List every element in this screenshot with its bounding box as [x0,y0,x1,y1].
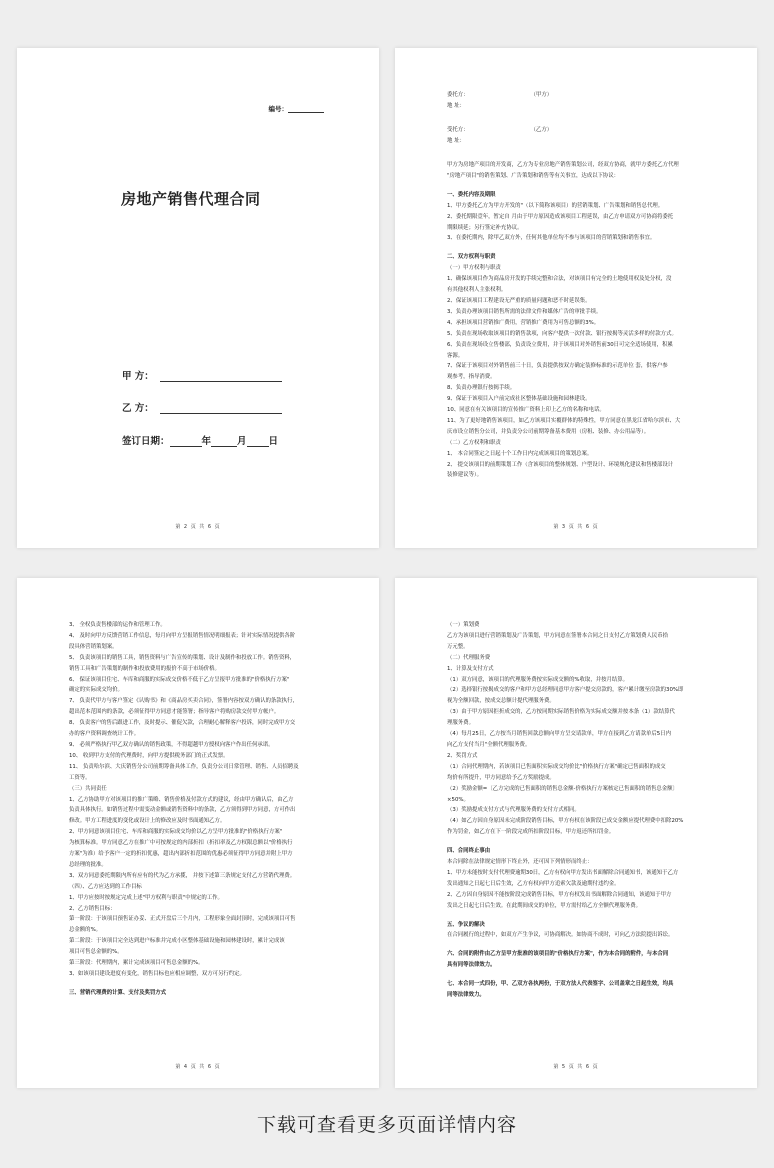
text-line: 均价有所提升，甲方同意给予乙方奖励提成。 [447,774,555,781]
text-line: 乙方为该项目进行营销策划及广告策划，甲方同意在签署本合同之日支付乙方策划费人民币拾 [447,632,669,639]
text-line: 8、 负责客户的售后跟进工作，及时提示、催促欠款，合理耐心解释客户投诉，同时完成甲方交 [69,720,296,727]
text-line: 向乙方支付当月"全额代理服务费。 [447,741,531,748]
text-line: 有其他权利人主张权利。 [447,287,507,294]
text-line: 三、营销代理费的计算、支付及奖罚方式 [69,989,167,996]
page-4 [17,578,379,1088]
entrusting-party [447,90,552,101]
text-line: 10、 收到甲方支付的代理费时，向甲方提供税务部门的正式发票。 [69,752,229,759]
page-5-body [447,620,721,1001]
text-line: 期限续延；另行签定补充协议。 [447,224,523,231]
text-line: 第三阶段：代理期内，累计完成该项目可售总金额的%。 [69,960,204,967]
text-line: 销售工具和广告策划的制作和投放费用的报价不高于市场价格。 [69,665,220,672]
text-line: 客源。 [447,352,464,359]
page-3-body [447,160,721,481]
party-a-tag: （甲方） [530,92,553,98]
text-line: 5、负责在现场收取该项目的销售款项，向客户提供一次付款、银行按揭等灵活多样的付款方式。 [447,330,677,337]
text-line: 1、确保该项目作为商品房开发的手续完整和合法，对该项目有完全的土地使用权及处分权，没 [447,276,672,283]
text-line: 同等法律效力。 [447,992,485,999]
text-line: 为核算标准。甲方同意乙方在推广中可按规定的内部折扣（折扣率及乙方权限总额以"价格执行 [69,840,293,847]
text-line: 1、 本合同签定之日起十个工作日内完成该项目的策划总案。 [447,450,593,457]
page-5 [395,578,757,1088]
text-line: 4、 及时向甲方反馈营销工作信息，每月向甲方呈报销售情况明细报表；针对实际情况提供各阶 [69,632,296,639]
page-footer: 第 5 页 共 6 页 [553,1064,599,1070]
text-line: 1、计算及支付方式 [447,665,494,672]
watermark [76,432,97,457]
text-line: 3、负责办理该项目销售所需的法律文件和媒体广告的审批手续。 [447,308,602,315]
text-line: （2）选择银行按揭成交的客户和甲方总经理同意甲方客户提交房款的，客户累计缴至房款的30%即 [447,687,684,694]
text-line: 3、如该项目建设进度有变化，销售目标也应相应调整，双方可另行约定。 [69,971,245,977]
text-line: 2、 提交该项目的前期策划工作（含该项目的整体规划、户型设计、环境规化建议和售楼部设计 [447,461,674,468]
text-line: 11、 负责哈尔滨、大庆销售分公司前期筹备具体工作，负责分公司日常管理、销售、人员招聘及 [69,763,299,770]
spacer [447,838,721,846]
text-line: （2）奖励金额=〔乙方完成的已售面积的销售总金额-价格执行方案核定已售面积的销售总金额〕 [447,785,678,792]
text-line: 7、保证于该项目对外销售前三十日，负责提供按双方确定装修标准的示范单位 套，供客户参 [447,363,668,370]
spacer [447,941,721,949]
text-line: 七、本合同一式四份，甲、乙双方各执两份，于双方法人代表签字、公司盖章之日起生效，均具 [447,981,674,988]
text-line: 总经理的批准。 [69,861,107,868]
text-line: 超出范本范围内的条款，必须征得甲方同意才能签署；指导客户将购房款交付甲方帐户。 [69,709,280,716]
page-4-body [69,620,343,999]
text-line: 2、委托期限壹年，暂定自 月由于甲方原因造成该项目工程延误，由乙方申请双方可协商将委托 [447,213,674,220]
text-line: 2、保证该项目工程建设无严重的质量问题和恶不时延误集。 [447,297,591,304]
text-line: 修改。甲方工程进度的变化或设计上的修改应及时书面通知乙方。 [69,818,226,825]
sign-date-line [122,433,278,447]
text-line: 万元整。 [447,643,469,650]
text-line: 负责具体执行。如销售过程中需变动金额或销售资料中的条款，乙方须得到甲方同意，方可作出 [69,807,296,814]
text-line: （四）、乙方应达到的工作目标 [69,883,142,890]
text-line: 1、乙方协助甲方对该项目的推广策略、销售价格及付款方式的建议，经由甲方确认后，由乙方 [69,796,294,803]
text-line: （4）每月25日，乙方按当月销售回款总额向甲方呈交请款单，甲方在接到乙方请款单后5日内 [447,731,671,738]
text-line: 理服务费。 [447,720,474,727]
text-line: 9、 必须严格执行甲乙双方确认的销售政策，不得超越甲方授权向客户作出任何承诺。 [69,741,274,748]
month-label: 月 [237,436,247,447]
text-line: "房地产项目"的销售策划、广告策划和销售等有关事宜，达成以下协议： [447,172,620,179]
text-line: 2、奖罚方式 [447,752,478,759]
text-line: 9、保证于该项目入户前完成社区整体基础设施和园林建设。 [447,396,591,403]
download-caption[interactable]: 下载可查看更多页面详情内容 [256,1114,517,1136]
text-line: （一）甲方权利与职责 [447,265,501,272]
text-line: 1、甲方委托乙方为甲方开发的"（以下简称该项目）的营销策划、广告策划和销售总代理。 [447,202,664,209]
year-blank [170,436,202,447]
text-line: （3）奖励提成支付方式与代理服务费的支付方式相同。 [447,807,580,814]
text-line: 2、乙方因自身原因不能按阶段完成销售目标，甲方有权发出书面解除合同通知，该通知于甲方 [447,891,672,898]
spacer [447,244,721,252]
text-line: （二）代理服务费 [447,654,491,661]
text-line: 六、合同的附件由乙方呈甲方批准的该项目的"价格执行方案"，作为本合同的附件，与本合同 [447,951,669,958]
text-line: （一）策划费 [447,622,480,628]
address-b: 地 址： [447,137,465,144]
text-line: 办的客户资料调查统计工作。 [69,731,140,738]
party-b-blank [160,403,282,414]
text-line: 总金额的%。 [69,927,102,934]
text-line: 视为全额回款，按成交总额计提代理服务费。 [447,698,555,705]
text-line: 1、甲方应按时按规定完成上述"甲方权利与职责"中规定的工作。 [69,894,223,901]
page-footer: 第 2 页 共 6 页 [175,524,221,530]
text-line: 第二阶段：于该项目完全达到进户标准并完成小区整体基础设施和园林建设时，累计完成该 [69,938,285,945]
text-line: 二、双方权利与职责 [447,254,496,261]
text-line: 段具体营销策划案。 [69,643,118,650]
text-line: 3、在委托期内，除甲乙双方外，任何其他单位均不参与该项目的营销策划和销售事宜。 [447,235,656,242]
spacer [447,182,721,190]
text-line: 发出通知之日起七日后生效，乙方有权向甲方追索欠款及逾期付违约金。 [447,880,620,887]
page-3 [395,48,757,548]
party-b-tag: （乙方） [530,127,553,133]
text-line: 确定的实际成交均价。 [69,687,123,694]
text-line: 在合同履行的过程中，如双方产生争议，可协商解决。如协商不成时，可向乙方法院提出诉讼。 [447,932,674,939]
text-line: （1）合同代理期内，若该项目已售面积实际成交均价比"价格执行方案"确定已售面积的成交 [447,763,666,770]
text-line: 作为罚金，如乙方在下一阶段完成所扣阶段目标，甲方返还所扣罚金。 [447,829,615,836]
text-line: 第一阶段：于该项目预售证办妥、正式开盘后三个月内，工程形象全面封顶时，完成该项目可售 [69,916,296,923]
text-line: 8、负责办理银行按揭手续。 [447,385,516,392]
text-line: （4）如乙方因自身原因未完成阶段销售目标，甲方有权在该阶段已成交金额应提代理费中扣除20% [447,818,684,825]
text-line: 庆市设立销售分公司，并负责分公司前期筹备基本费用（房租、装修、办公用品等）。 [447,428,650,435]
text-line: 本合同除在法律规定情形下终止外，还可因下列情形而终止： [447,859,593,866]
text-line: 6、 保证该项目住宅、车库和商服的实际成交价格不低于乙方呈报甲方批准的"价格执行方案" [69,676,290,683]
entrusting-label: 委托方： [447,92,469,98]
year-label: 年 [201,436,212,447]
text-line: 装修建议等）。 [447,472,483,479]
page-footer: 第 3 页 共 6 页 [553,524,599,530]
text-line: 4、承担该项目营销推广费用，营销推广费用为可售总额的3%。 [447,319,600,326]
text-line: （1）双方同意，该项目的代理服务费按实际成交额的%收取，并按月结算。 [447,676,629,683]
page-cover [17,48,379,548]
spacer [447,971,721,979]
party-b-label: 乙 方： [122,403,154,414]
party-b-line [122,400,282,414]
page-title: 房地产销售代理合同 [121,190,261,208]
day-blank [247,436,269,447]
day-label: 日 [268,436,279,447]
contract-number-label: 编号： [268,105,288,113]
party-a-blank [160,371,282,382]
text-line: （二）乙方权利和职责 [447,439,501,446]
text-line: 工资等。 [69,774,91,781]
text-line: 10、同意在有关该项目的宣传推广资料上印上乙方的名称和电话。 [447,407,605,414]
text-line: 项目可售总金额的%。 [69,949,123,956]
text-line: 具有同等法律效力。 [447,962,496,969]
contract-number [269,104,325,113]
page-footer: 第 4 页 共 6 页 [175,1064,221,1070]
entrusted-party [447,125,552,136]
spacer [69,980,343,988]
text-line: 一、委托内容及期限 [447,191,496,198]
party-block [447,90,552,146]
address-a: 地 址： [447,102,465,109]
text-line: 1、甲方未能按时支付代理费逾期30日，乙方有权向甲方发出书面解除合同通知书，该通知于乙方 [447,869,679,876]
text-line: 6、负责在现场设立售楼部，负责设立费用，并于该项目对外销售前30日可完全适场使用，积累 [447,341,673,348]
text-line: 5、 负责该项目的销售工具，销售资料与广告宣传的策划、设计及制作和投放工作。销售资料， [69,654,296,661]
text-line: 11、为了更好地销售该项目，如乙方该项目实覆群体的特殊性，甲方同意在黑龙江省哈尔滨市、大 [447,417,681,424]
party-a-label: 甲 方： [122,371,154,382]
spacer [447,912,721,920]
text-line: 发出之日起七日后生效。在此期间成交的单位，甲方需付给乙方全额代理服务费。 [447,902,642,909]
text-line: 甲方为房地产项目的开发商，乙方为专业房地产销售策划公司，经双方协商，就甲方委托乙方代理 [447,162,679,168]
text-line: 观参考，指导消费。 [447,374,496,381]
text-line: 五、争议的解决 [447,921,485,928]
text-line: ×50%。 [447,796,469,803]
text-line: （三）共同责任 [69,785,107,792]
text-line: 2、甲方同意该项目住宅、车库和商服的实际成交均价以乙方呈甲方批准的"价格执行方案" [69,829,283,836]
sign-date-label: 签订日期： [122,436,170,447]
text-line: 方案"为准）给予客户一定的折扣优惠，超出内部折扣范围的优惠必须征得甲方同意并附上甲方 [69,851,293,858]
entrusted-label: 受托方： [447,127,469,133]
text-line: 3、双方同意委托期限内所有应有的代为乙方承揽， 并按下述第三条规定支付乙方营销代理费。 [69,872,296,879]
month-blank [211,436,237,447]
text-line: （3）由于甲方原因拒折成交的，乙方按同期实际销售价格为实际成交额并按本条（1）款结算代 [447,709,675,716]
party-a-line [122,368,282,382]
text-line: 7、 负责代甲方与客户签定《认购书》和《商品房买卖合同》，签署内容按双方确认的条款执行， [69,698,298,705]
text-line: 3、 全权负责售楼部的运作和管理工作。 [69,622,166,628]
contract-number-blank [288,105,324,113]
text-line: 2、乙方销售目标： [69,905,116,912]
text-line: 四、合同终止事由 [447,848,491,855]
